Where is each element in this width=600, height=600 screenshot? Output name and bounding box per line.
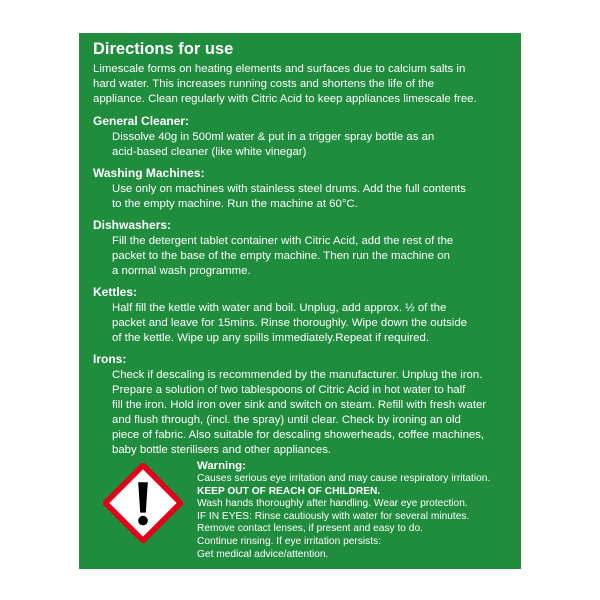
section-body (112, 234, 513, 279)
section-line: baby bottle sterilisers and other appliances. (112, 444, 332, 456)
section-line: of the kettle. Wipe up any spills immediately.Repeat if required. (112, 332, 429, 344)
section-line: Check if descaling is recommended by the manufacturer. Unplug the iron. (112, 369, 483, 381)
section-line: to the empty machine. Run the machine at 60°C. (112, 198, 358, 210)
intro-line: hard water. This increases running costs and shortens the life of the (93, 78, 435, 90)
section-line: a normal wash programme. (112, 265, 251, 277)
warning-title: Warning: (197, 460, 246, 472)
section-line: fill the iron. Hold iron over sink and switch on steam. Refill with fresh water (112, 399, 487, 411)
section-kettles (89, 285, 513, 346)
section-general-cleaner (89, 114, 513, 160)
section-dishwashers (89, 218, 513, 279)
section-body (112, 130, 513, 160)
warning-text (197, 459, 490, 561)
warning-area (79, 455, 521, 569)
section-heading: Washing Machines: (93, 166, 205, 180)
section-body (112, 368, 513, 458)
section-line: acid-based cleaner (like white vinegar) (112, 146, 307, 158)
section-irons (89, 352, 513, 458)
intro-paragraph (93, 62, 513, 107)
ghs-exclamation-icon (103, 463, 183, 543)
warning-line: Remove contact lenses, if present and easy to do. (197, 523, 423, 535)
page-title: Directions for use (93, 40, 234, 58)
section-heading: Dishwashers: (93, 218, 172, 232)
section-line: Dissolve 40g in 500ml water & put in a trigger spray bottle as an (112, 131, 435, 143)
section-line: Half fill the kettle with water and boil. Unplug, add approx. ½ of the (112, 302, 447, 314)
intro-line: appliance. Clean regularly with Citric Acid to keep appliances limescale free. (93, 93, 477, 105)
section-line: packet and leave for 15mins. Rinse thoroughly. Wipe down the outside (112, 317, 468, 329)
warning-line: Causes serious eye irritation and may cause respiratory irritation. (197, 473, 491, 484)
directions-panel (79, 33, 521, 569)
section-body (112, 301, 513, 346)
warning-line: Wash hands thoroughly after handling. Wear eye protection. (197, 498, 468, 510)
warning-line: Get medical advice/attention. (197, 548, 329, 560)
section-line: Prepare a solution of two tablespoons of Citric Acid in hot water to half (112, 384, 466, 396)
warning-line: Continue rinsing. If eye irritation persists: (197, 535, 382, 547)
section-heading: Irons: (93, 352, 127, 366)
section-heading: General Cleaner: (93, 114, 190, 128)
section-line: piece of fabric. Also suitable for descaling showerheads, coffee machines, (112, 429, 485, 441)
section-line: Use only on machines with stainless steel drums. Add the full contents (112, 183, 466, 195)
section-line: and flush through, (incl. the spray) until clear. Check by ironing an old (112, 414, 461, 426)
intro-line: Limescale forms on heating elements and surfaces due to calcium salts in (93, 63, 466, 75)
section-line: packet to the base of the empty machine. Then run the machine on (112, 250, 450, 262)
section-heading: Kettles: (93, 285, 138, 299)
warning-line: IF IN EYES: Rinse cautiously with water for several minutes. (197, 510, 470, 522)
keep-out-notice: KEEP OUT OF REACH OF CHILDREN. (197, 485, 381, 497)
section-body (112, 182, 513, 212)
section-washing-machines (89, 166, 513, 212)
section-line: Fill the detergent tablet container with Citric Acid, add the rest of the (112, 235, 454, 247)
